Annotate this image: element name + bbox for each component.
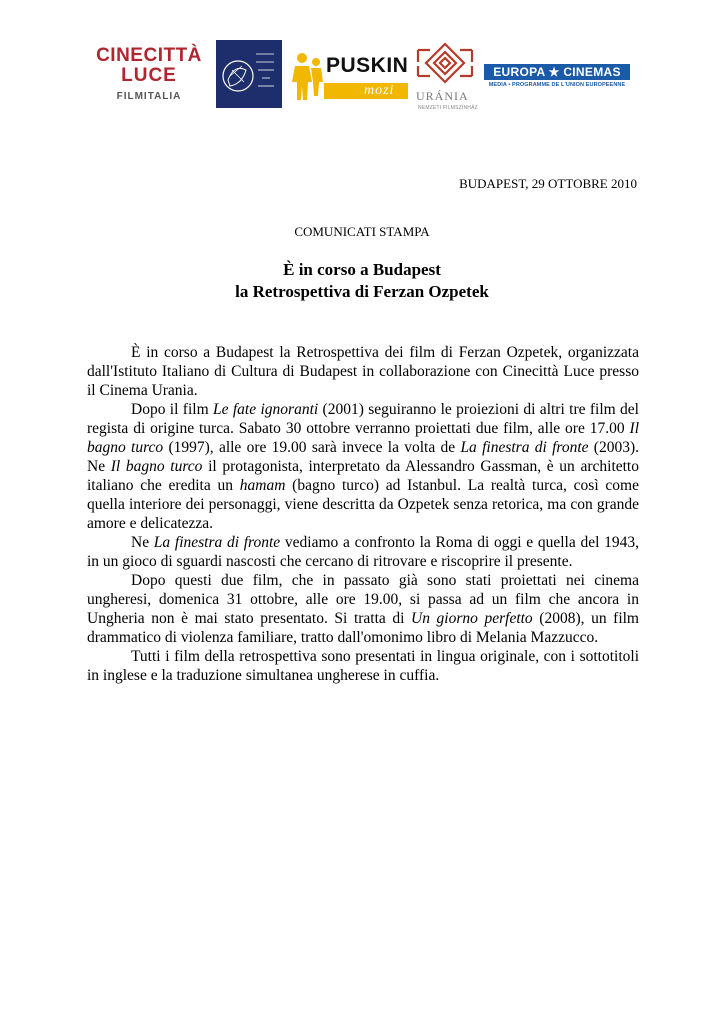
puskin-logo-word: PUSKIN	[326, 54, 409, 77]
film-title-la-finestra-di-fronte: La finestra di fronte	[460, 439, 589, 456]
urania-logo-word: URÁNIA	[416, 89, 469, 103]
paragraph-2-text: (2001) seguiranno le proiezioni di altri tre film del regista di origine turca. Sabato 30 ottobre verranno proiettati due film, alle ore 17.00	[87, 401, 639, 437]
paragraph-5: Tutti i film della retrospettiva sono presentati in lingua originale, con i sottotitoli in inglese e la traduzione simultanea ungherese in cuffia.	[87, 648, 639, 684]
paragraph-3-text: vediamo a confronto la Roma di oggi e quella del 1943, in un gioco di sguardi nascosti che cercano di ritrovare e riscoprire il presente.	[87, 534, 639, 570]
cinecitta-logo-line1: CINECITTÀ	[96, 45, 202, 66]
paragraph-4-text: Dopo questi due film, che in passato già sono stati proiettati nei cinema ungheresi, domenica 31 ottobre, alle ore 19.00, si passa ad un film che ancora in Ungheria non è mai stato presentato. Si tratta di	[87, 572, 639, 627]
film-title-il-bagno-turco: Il bagno turco	[87, 420, 639, 456]
paragraph-4-text: (2008), un film drammatico di violenza familiare, tratto dall'omonimo libro di Melania Mazzucco.	[87, 610, 639, 646]
film-title-il-bagno-turco: Il bagno turco	[110, 458, 203, 475]
paragraph-3	[87, 533, 639, 571]
paragraph-4	[87, 571, 639, 647]
film-title-la-finestra-di-fronte: La finestra di fronte	[153, 534, 281, 551]
cinecitta-logo-line2: LUCE	[121, 65, 177, 86]
cinecitta-luce-logo	[88, 46, 210, 108]
puskin-mozi-logo	[290, 50, 408, 102]
paragraph-2-text: (1997), alle ore 19.00 sarà invece la volta de	[163, 439, 461, 456]
press-release-label: COMUNICATI STAMPA	[294, 224, 430, 239]
europa-logo-word: EUROPA ★ CINEMAS	[493, 65, 621, 79]
page-title	[0, 259, 724, 303]
article-body	[87, 343, 639, 685]
press-release-date: BUDAPEST, 29 OTTOBRE 2010	[459, 176, 637, 191]
title-line-2: la Retrospettiva di Ferzan Ozpetek	[235, 282, 489, 301]
paragraph-2	[87, 400, 639, 533]
puskin-figure-icon	[290, 50, 324, 102]
europa-cinemas-logo	[484, 64, 630, 96]
title-line-1: È in corso a Budapest	[283, 260, 441, 279]
europa-logo-sub: MEDIA • PROGRAMME DE L'UNION EUROPEENNE	[488, 82, 626, 88]
urania-logo	[412, 42, 478, 114]
paragraph-2-text: (bagno turco) ad Istanbul. La realtà turca, così come quella interiore dei personaggi, viene descritta da Ozpetek senza retorica, ma con grande amore e delicatezza.	[87, 477, 639, 532]
term-hamam: hamam	[239, 477, 286, 494]
logo-bar	[0, 40, 724, 115]
istituto-italiano-logo	[216, 40, 282, 108]
film-title-un-giorno-perfetto: Un giorno perfetto	[411, 610, 533, 627]
istituto-emblem-icon	[216, 40, 282, 108]
paragraph-2-text: Dopo il film	[131, 401, 213, 418]
urania-logo-sub: NEMZETI FILMSZÍNHÁZ	[418, 105, 478, 111]
paragraph-2-text: (2003). Ne	[87, 439, 639, 475]
puskin-logo-sub: mozi	[364, 83, 395, 98]
film-title-le-fate-ignoranti: Le fate ignoranti	[213, 401, 319, 418]
paragraph-1: È in corso a Budapest la Retrospettiva dei film di Ferzan Ozpetek, organizzata dall'Istituto Italiano di Cultura di Budapest in collaborazione con Cinecittà Luce presso il Cinema Urania.	[87, 344, 639, 399]
paragraph-2-text: il protagonista, interpretato da Alessandro Gassman, è un architetto italiano che eredita un	[87, 458, 639, 494]
urania-pattern-icon	[412, 42, 478, 88]
cinecitta-logo-line3: FILMITALIA	[116, 91, 182, 102]
paragraph-3-text: Ne	[131, 534, 154, 551]
